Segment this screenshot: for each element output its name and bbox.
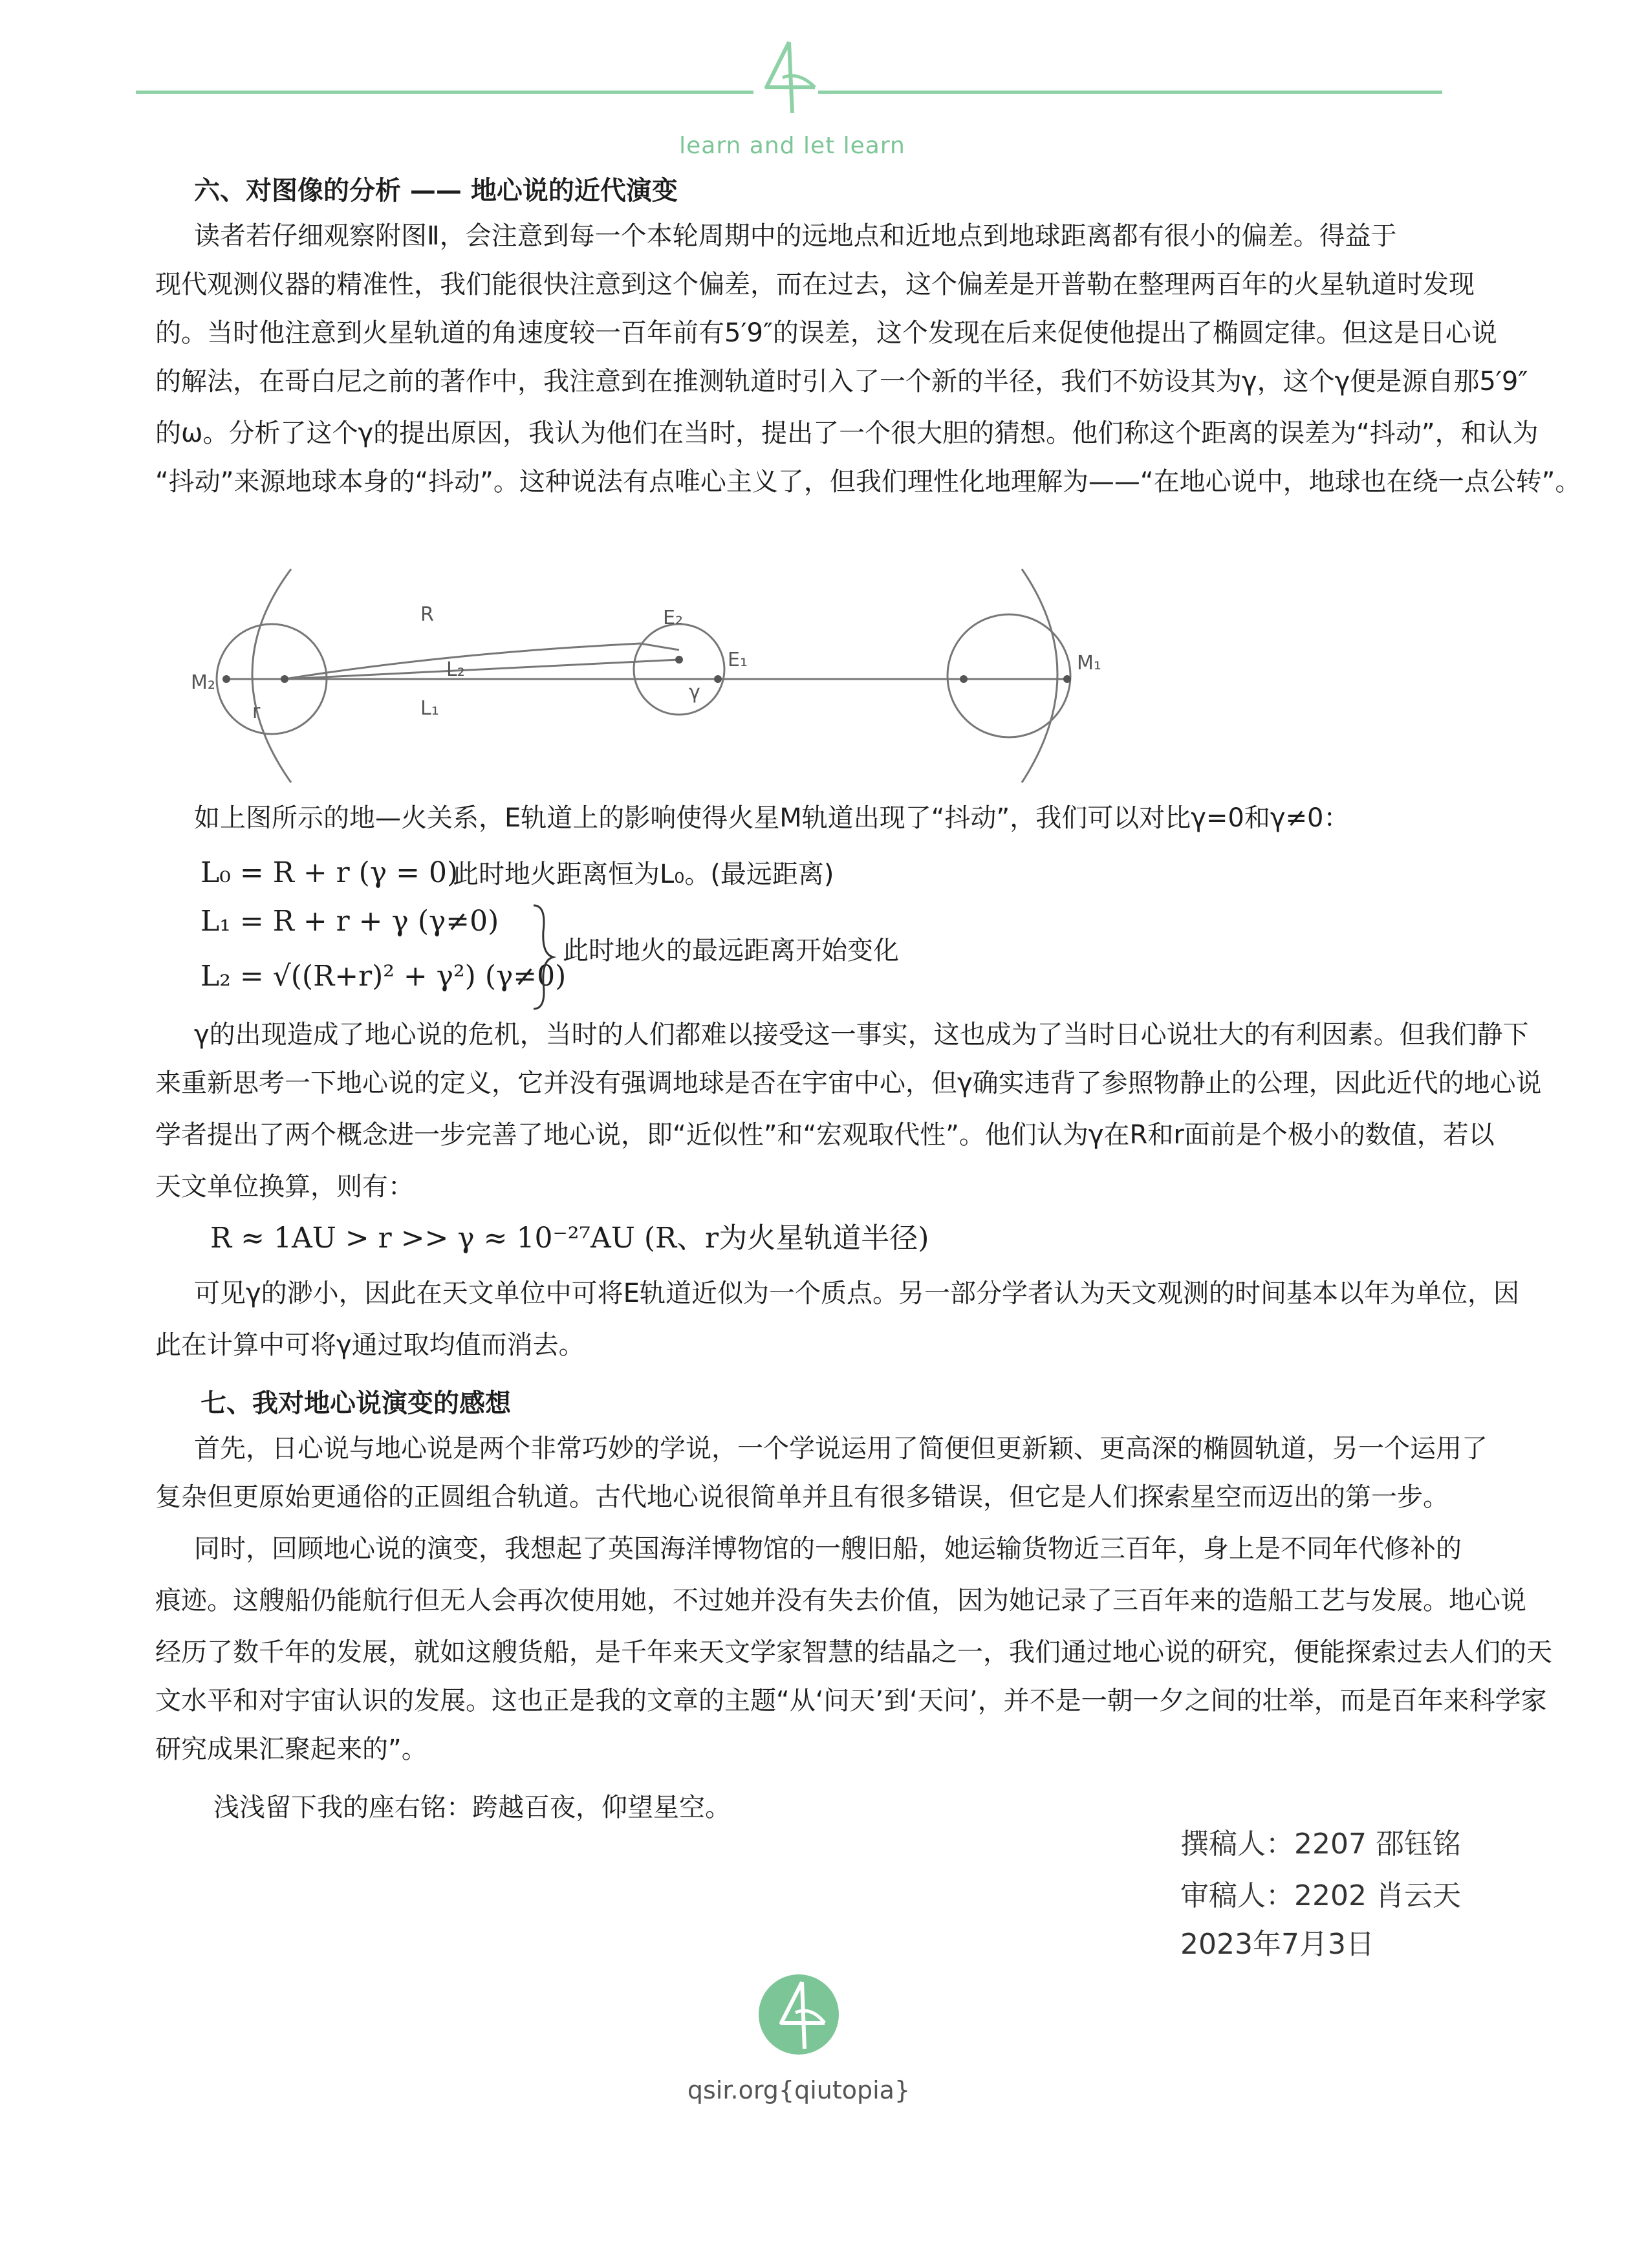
section7-line-2: 同时，回顾地心说的演变，我想起了英国海洋博物馆的一艘旧船，她运输货物近三百年，身上是不同年代修补的	[194, 1534, 1462, 1564]
header-rule-left	[136, 91, 753, 94]
section7-line-1: 复杂但更原始更通俗的正圆组合轨道。古代地心说很简单并且有很多错误，但它是人们探索星空而迈出的第一步。	[155, 1482, 1449, 1512]
diagram-label-R: R	[420, 603, 434, 626]
qiutopia-footer-logo-icon	[757, 1972, 841, 2057]
section6-line-3: 的解法，在哥白尼之前的著作中，我注意到在推测轨道时引入了一个新的半径，我们不妨设其为γ，这个γ便是源自那5′9″	[155, 367, 1528, 396]
diagram-label-L1: L₁	[420, 697, 439, 720]
section7-line-5: 文水平和对宇宙认识的发展。这也正是我的文章的主题“从‘问天’到‘天问’，并不是一朝一夕之间的壮举，而是百年来科学家	[155, 1686, 1547, 1716]
formula-l0: L₀ = R + r (γ = 0)	[200, 856, 459, 889]
section6-line-0: 读者若仔细观察附图Ⅱ，会注意到每一个本轮周期中的远地点和近地点到地球距离都有很小的偏差。得益于	[194, 221, 1397, 251]
section6b-line-2: 学者提出了两个概念进一步完善了地心说，即“近似性”和“宏观取代性”。他们认为γ在R和r面前是个极小的数值，若以	[155, 1120, 1495, 1150]
earth-mars-diagram	[188, 563, 1235, 795]
diagram-label-gamma: γ	[689, 681, 700, 704]
section6b-formula: R ≈ 1AU > r >> γ ≈ 10⁻²⁷AU (R、r为火星轨道半径)	[210, 1222, 929, 1255]
section6b-after-line-1: 此在计算中可将γ通过取均值而消去。	[155, 1330, 585, 1360]
formula-l2: L₂ = √((R+r)² + γ²) (γ≠0)	[200, 960, 567, 993]
signature-author: 撰稿人：2207 邵钰铭	[1180, 1828, 1461, 1861]
header-tagline: learn and let learn	[679, 133, 905, 159]
section6-line-5: “抖动”来源地球本身的“抖动”。这种说法有点唯心主义了，但我们理性化地理解为——“在地心说中，地球也在绕一点公转”。	[155, 467, 1581, 497]
section6-line-2: 的。当时他注意到火星轨道的角速度较一百年前有5′9″的误差，这个发现在后来促使他提出了椭圆定律。但这是日心说	[155, 318, 1497, 348]
m1-circle	[947, 614, 1070, 737]
right-orbit-arc	[1022, 569, 1057, 783]
section6b-line-3: 天文单位换算，则有：	[155, 1172, 414, 1202]
section7-closing: 浅浅留下我的座右铭：跨越百夜，仰望星空。	[213, 1793, 731, 1822]
section7-line-3: 痕迹。这艘船仍能航行但无人会再次使用她，不过她并没有失去价值，因为她记录了三百年来的造船工艺与发展。地心说	[155, 1586, 1526, 1615]
formula-l1: L₁ = R + r + γ (γ≠0)	[200, 905, 499, 938]
after-diagram-line: 如上图所示的地—火关系，E轨道上的影响使得火星M轨道出现了“抖动”，我们可以对比γ=0和γ≠0：	[194, 803, 1350, 833]
signature-reviewer: 审稿人：2202 肖云天	[1180, 1879, 1461, 1912]
header-rule-right	[818, 91, 1442, 94]
section6-heading: 六、对图像的分析 —— 地心说的近代演变	[194, 176, 678, 206]
section6b-line-0: γ的出现造成了地心说的危机，当时的人们都难以接受这一事实，这也成为了当时日心说壮大的有利因素。但我们静下	[194, 1020, 1529, 1050]
section7-line-0: 首先，日心说与地心说是两个非常巧妙的学说，一个学说运用了简便但更新颖、更高深的椭圆轨道，另一个运用了	[194, 1434, 1488, 1463]
signature-date: 2023年7月3日	[1180, 1928, 1374, 1961]
diagram-label-M1: M₁	[1077, 652, 1101, 675]
diagram-label-L2: L₂	[446, 658, 465, 681]
r-line	[285, 643, 679, 679]
diagram-label-E2: E₂	[663, 607, 683, 629]
footer-url: qsir.org{qiutopia}	[687, 2076, 911, 2104]
diagram-label-r: r	[252, 700, 261, 723]
formula-brace-note: 此时地火的最远距离开始变化	[563, 936, 899, 966]
section6b-after-line-0: 可见γ的渺小，因此在天文单位中可将E轨道近似为一个质点。另一部分学者认为天文观测的时间基本以年为单位，因	[194, 1279, 1519, 1308]
formula-l0-note: 此时地火距离恒为L₀。(最远距离)	[453, 859, 834, 889]
section6-line-1: 现代观测仪器的精准性，我们能很快注意到这个偏差，而在过去，这个偏差是开普勒在整理两百年的火星轨道时发现	[155, 270, 1475, 299]
diagram-label-E1: E₁	[728, 649, 748, 671]
diagram-label-M2: M₂	[191, 671, 215, 694]
earth-circle	[634, 624, 724, 715]
section7-line-6: 研究成果汇聚起来的”。	[155, 1734, 428, 1764]
qiutopia-logo-icon	[744, 39, 828, 116]
section6b-line-1: 来重新思考一下地心说的定义，它并没有强调地球是否在宇宙中心，但γ确实违背了参照物静止的公理，因此近代的地心说	[155, 1068, 1542, 1098]
curly-brace-icon	[530, 902, 556, 1012]
section6-line-4: 的ω。分析了这个γ的提出原因，我认为他们在当时，提出了一个很大胆的猜想。他们称这个距离的误差为“抖动”，和认为	[155, 418, 1539, 448]
section7-heading: 七、我对地心说演变的感想	[200, 1388, 511, 1418]
section7-line-4: 经历了数千年的发展，就如这艘货船，是千年来天文学家智慧的结晶之一，我们通过地心说的研究，便能探索过去人们的天	[155, 1637, 1552, 1667]
